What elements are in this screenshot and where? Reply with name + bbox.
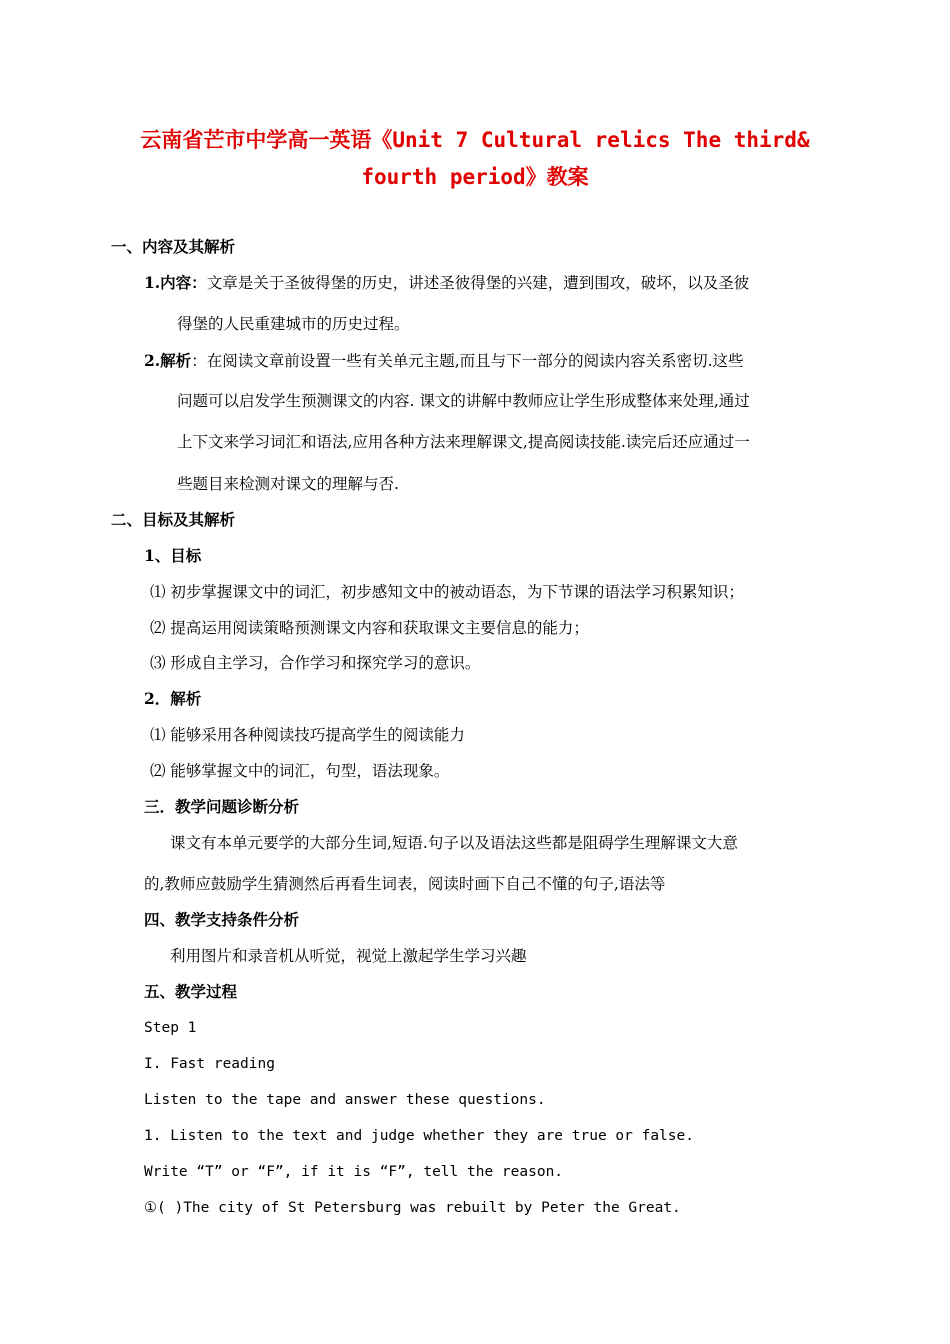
section4-text: 利用图片和录音机从听觉，视觉上激起学生学习兴趣 — [170, 947, 527, 965]
document-title-line1: 云南省芒市中学高一英语《Unit 7 Cultural relics The third& — [140, 128, 810, 152]
section3-text-a: 课文有本单元要学的大部分生词,短语.句子以及语法这些都是阻碍学生理解课文大意 — [170, 834, 738, 852]
item1-text-b: 得堡的人民重建城市的历史过程。 — [177, 315, 410, 333]
item2-text-a: ：在阅读文章前设置一些有关单元主题,而且与下一部分的阅读内容关系密切.这些 — [191, 352, 744, 370]
item2-text-b: 问题可以启发学生预测课文的内容. 课文的讲解中教师应让学生形成整体来处理,通过 — [177, 392, 750, 410]
analysis-item: ⑵ 能够掌握文中的词汇，句型，语法现象。 — [150, 762, 450, 780]
process-line: ①( )The city of St Petersburg was rebuilt by Peter the Great. — [144, 1200, 681, 1216]
section4-heading: 四、教学支持条件分析 — [144, 910, 300, 929]
item1-text-a: 文章是关于圣彼得堡的历史，讲述圣彼得堡的兴建，遭到围攻，破坏，以及圣彼 — [206, 274, 750, 292]
analysis-heading: 2．解析 — [144, 689, 202, 708]
section1-heading: 一、内容及其解析 — [111, 237, 236, 256]
process-line: Step 1 — [144, 1020, 197, 1036]
section3-heading: 三．教学问题诊断分析 — [144, 797, 300, 816]
process-line: I. Fast reading — [144, 1056, 275, 1072]
item2-label: 2.解析 — [144, 351, 192, 370]
process-line: 1. Listen to the text and judge whether they are true or false. — [144, 1128, 694, 1144]
item1-label: 1.内容： — [144, 273, 207, 292]
item2-text-c: 上下文来学习词汇和语法,应用各种方法来理解课文,提高阅读技能.读完后还应通过一 — [177, 433, 750, 451]
section1-item2 — [144, 351, 744, 371]
section3-text-b: 的,教师应鼓励学生猜测然后再看生词表，阅读时画下自己不懂的句子,语法等 — [144, 875, 666, 893]
goal-item: ⑵ 提高运用阅读策略预测课文内容和获取课文主要信息的能力； — [150, 619, 589, 637]
item2-text-d: 些题目来检测对课文的理解与否. — [177, 475, 399, 493]
section2-heading: 二、目标及其解析 — [111, 510, 236, 529]
analysis-item: ⑴ 能够采用各种阅读技巧提高学生的阅读能力 — [150, 726, 465, 744]
goal-item: ⑶ 形成自主学习，合作学习和探究学习的意识。 — [150, 654, 481, 672]
section1-item1 — [144, 273, 749, 293]
process-line: Write “T” or “F”, if it is “F”, tell the reason. — [144, 1164, 564, 1180]
goal-item: ⑴ 初步掌握课文中的词汇，初步感知文中的被动语态，为下节课的语法学习积累知识； — [150, 583, 744, 601]
document-title-line2: fourth period》教案 — [361, 165, 589, 189]
process-line: Listen to the tape and answer these questions. — [144, 1092, 546, 1108]
goal-heading: 1、目标 — [144, 546, 202, 565]
section5-heading: 五、教学过程 — [144, 982, 238, 1001]
